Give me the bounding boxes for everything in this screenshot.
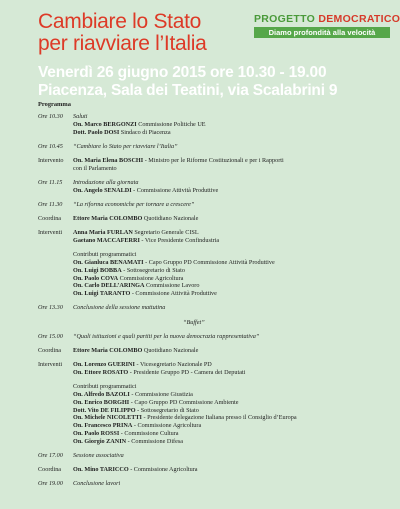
entry-title: Sessione associativa [73,451,124,459]
entry-body [73,304,394,312]
speaker-name: On. Gianluca BENAMATI [73,259,144,267]
speaker-role: Sindaco di Piacenza [119,128,171,136]
entry-body [73,143,394,151]
entry-title: Conclusione della sessione mattutina [73,304,166,312]
speaker-name: On. Paolo ROSSI [73,429,120,437]
speaker-role: - Presidente delegazione Italiana presso il Consiglio d’Europa [141,414,297,422]
speaker-line [73,267,394,275]
logo-word-progetto: PROGETTO [254,13,319,25]
entry-body [73,157,394,173]
speaker-line [73,129,394,137]
program-entry [38,361,394,377]
speaker-line [73,215,394,223]
speaker-name: Anna Maria FURLAN [73,229,133,237]
speaker-line [73,369,394,377]
speaker-role: Commissione Lavoro [144,282,200,290]
entry-time: Interventi [38,361,63,369]
speaker-role: - Commissione Agricoltura [128,466,198,474]
entry-time: Ore 17.00 [38,451,63,459]
speaker-name: On. Angelo SENALDI [73,186,132,194]
speaker-role: - Commissione Giustizia [129,391,193,398]
entry-body [73,452,394,460]
entry-body [73,383,394,445]
program-entry [38,143,394,151]
entry-title: Saluti [73,113,88,120]
speaker-line [73,121,394,129]
entry-time: Coordina [38,347,62,355]
entry-time: Ore 15.00 [38,332,63,340]
speaker-name: On. Paolo COVA [73,274,119,282]
speaker-line [73,430,394,438]
speaker-role: - Sottosegretario di Stato [135,406,199,414]
entry-body [73,466,394,474]
program-entry [38,347,394,355]
entry-time: Interventi [38,229,63,237]
speaker-role: Commissione Politiche UE [136,120,206,128]
speaker-role: - Presidente Gruppo PD - Camera dei Deputati [128,369,246,377]
program-entry [38,215,394,223]
speaker-role: Quotidiano Nazionale [142,347,199,355]
program-entry [38,157,394,173]
speaker-name: On. Luigi TARANTO [73,290,131,298]
speaker-role: - Commissione Agricoltura [132,422,202,430]
entry-title: “Quali istituzioni e quali partiti per la nuova democrazia rappresentativa” [73,332,260,340]
speaker-name: On. Lorenzo GUERINI [73,361,135,369]
entry-body [73,333,394,341]
buffet-break: “Buffet” [183,318,205,326]
speaker-role: Commissione Agricoltura [118,274,184,282]
entry-time: Ore 11.30 [38,200,63,208]
entry-title: Contributi programmatici [73,383,137,391]
entry-time: Intervento [38,156,64,164]
entry-body [73,179,394,195]
speaker-name: On. Enrico BORGHI [73,398,130,406]
title-line-1: Cambiare lo Stato [38,10,201,33]
program-entry [38,201,394,209]
program-entry [38,333,394,341]
entry-time: Coordina [38,215,62,223]
speaker-name: Ettore Maria COLOMBO [73,215,143,223]
entry-title: “La riforma economiche per tornare a crescere” [73,200,195,208]
entry-body [73,229,394,245]
entry-body [73,480,394,488]
speaker-role: - Commissione Attività Produttive [131,186,219,194]
speaker-line [73,466,394,474]
program-heading: Programma [38,101,71,108]
program-entry [38,452,394,460]
speaker-line [73,347,394,355]
program-list [38,113,394,495]
entry-time: Ore 10.30 [38,113,63,120]
entry-time: Ore 19.00 [38,480,63,488]
speaker-line [73,229,394,237]
speaker-name: On. Luigi BOBBA [73,266,122,274]
speaker-role: - Capo Gruppo PD Commissione Ambiente [129,398,239,406]
entry-title: Contributi programmatici [73,251,137,259]
speaker-name: Ettore Maria COLOMBO [73,347,143,355]
speaker-role: - Commissione Cultura [119,429,179,437]
entry-body [73,251,394,298]
speaker-name: On. Giorgio ZANIN [73,437,127,445]
event-date: Venerdì 26 giugno 2015 ore 10.30 - 19.00 [38,64,327,81]
speaker-name: On. Mino TARICCO [73,466,129,474]
program-entry [38,179,394,195]
speaker-role: - Vice Presidente Confindustria [139,237,220,245]
speaker-line [73,290,394,298]
speaker-name: On. Alfredo BAZOLI [73,391,130,398]
speaker-role: - Vicesegretario Nazionale PD [134,361,212,369]
program-entry [38,466,394,474]
speaker-role: - Capo Gruppo PD Commissione Attività Produttive [143,259,275,267]
speaker-line [73,399,394,407]
speaker-name: Dott. Vito DE FILIPPO [73,406,136,414]
speaker-line [73,438,394,446]
event-title [38,11,206,55]
entry-body [73,361,394,377]
program-entry [38,304,394,312]
entry-time: Ore 10.45 [38,142,63,150]
speaker-line [73,187,394,195]
entry-time: Coordina [38,466,62,474]
entry-body [73,201,394,209]
speaker-name: Dott. Paolo DOSI [73,128,120,136]
speaker-role: Quotidiano Nazionale [142,215,199,223]
logo-tagline: Diamo profondità alla velocità [254,27,390,38]
speaker-line [73,414,394,422]
speaker-line [73,259,394,267]
speaker-role: con il Parlamento [73,164,117,172]
speaker-line [73,282,394,290]
speaker-name: On. Carlo DELL’ARINGA [73,282,145,290]
speaker-line [73,237,394,245]
event-info [38,64,337,100]
entry-body [73,113,394,136]
speaker-line [73,157,394,165]
speaker-name: On. Francesco PRINA [73,422,133,430]
entry-title: Introduzione alla giornata [73,178,139,186]
speaker-line [73,391,394,399]
speaker-name: On. Marco BERGONZI [73,120,137,128]
speaker-role: - Commissione Difesa [126,437,184,445]
logo-wordmark [254,13,400,25]
event-place: Piacenza, Sala dei Teatini, via Scalabrini 9 [38,82,338,99]
speaker-role: - Commissione Attività Produttive [130,290,217,298]
speaker-line [73,361,394,369]
entry-body [73,347,394,355]
pd-logo [254,13,400,38]
entry-time: Ore 11.15 [38,178,63,186]
speaker-line [73,422,394,430]
speaker-name: On. Michele NICOLETTI [73,414,142,422]
program-entry [38,480,394,488]
speaker-role: - Sottosegretario di Stato [121,266,185,274]
title-line-2: per riavviare l’Italia [38,32,207,55]
entry-title: “Cambiare lo Stato per riavviare l’Italia” [73,142,178,150]
speaker-role: Segretario Generale CISL [132,229,199,237]
speaker-name: Gaetano MACCAFERRI [73,237,140,245]
program-entry [38,383,394,445]
entry-time: Ore 13.30 [38,304,63,312]
speaker-line [73,165,394,173]
speaker-line [73,275,394,283]
speaker-name: On. Ettore ROSATO [73,369,129,377]
speaker-name: On. Maria Elena BOSCHI [73,156,144,164]
speaker-role: - Ministro per le Riforme Costituzionali e per i Rapporti [143,156,284,164]
entry-body [73,215,394,223]
speaker-line [73,407,394,415]
entry-time [38,251,73,298]
logo-word-democratico: DEMOCRATICO [318,13,400,25]
entry-title: Conclusione lavori [73,480,121,488]
entry-time [38,383,73,445]
program-entry [38,251,394,298]
program-entry [38,229,394,245]
program-entry [38,113,394,136]
